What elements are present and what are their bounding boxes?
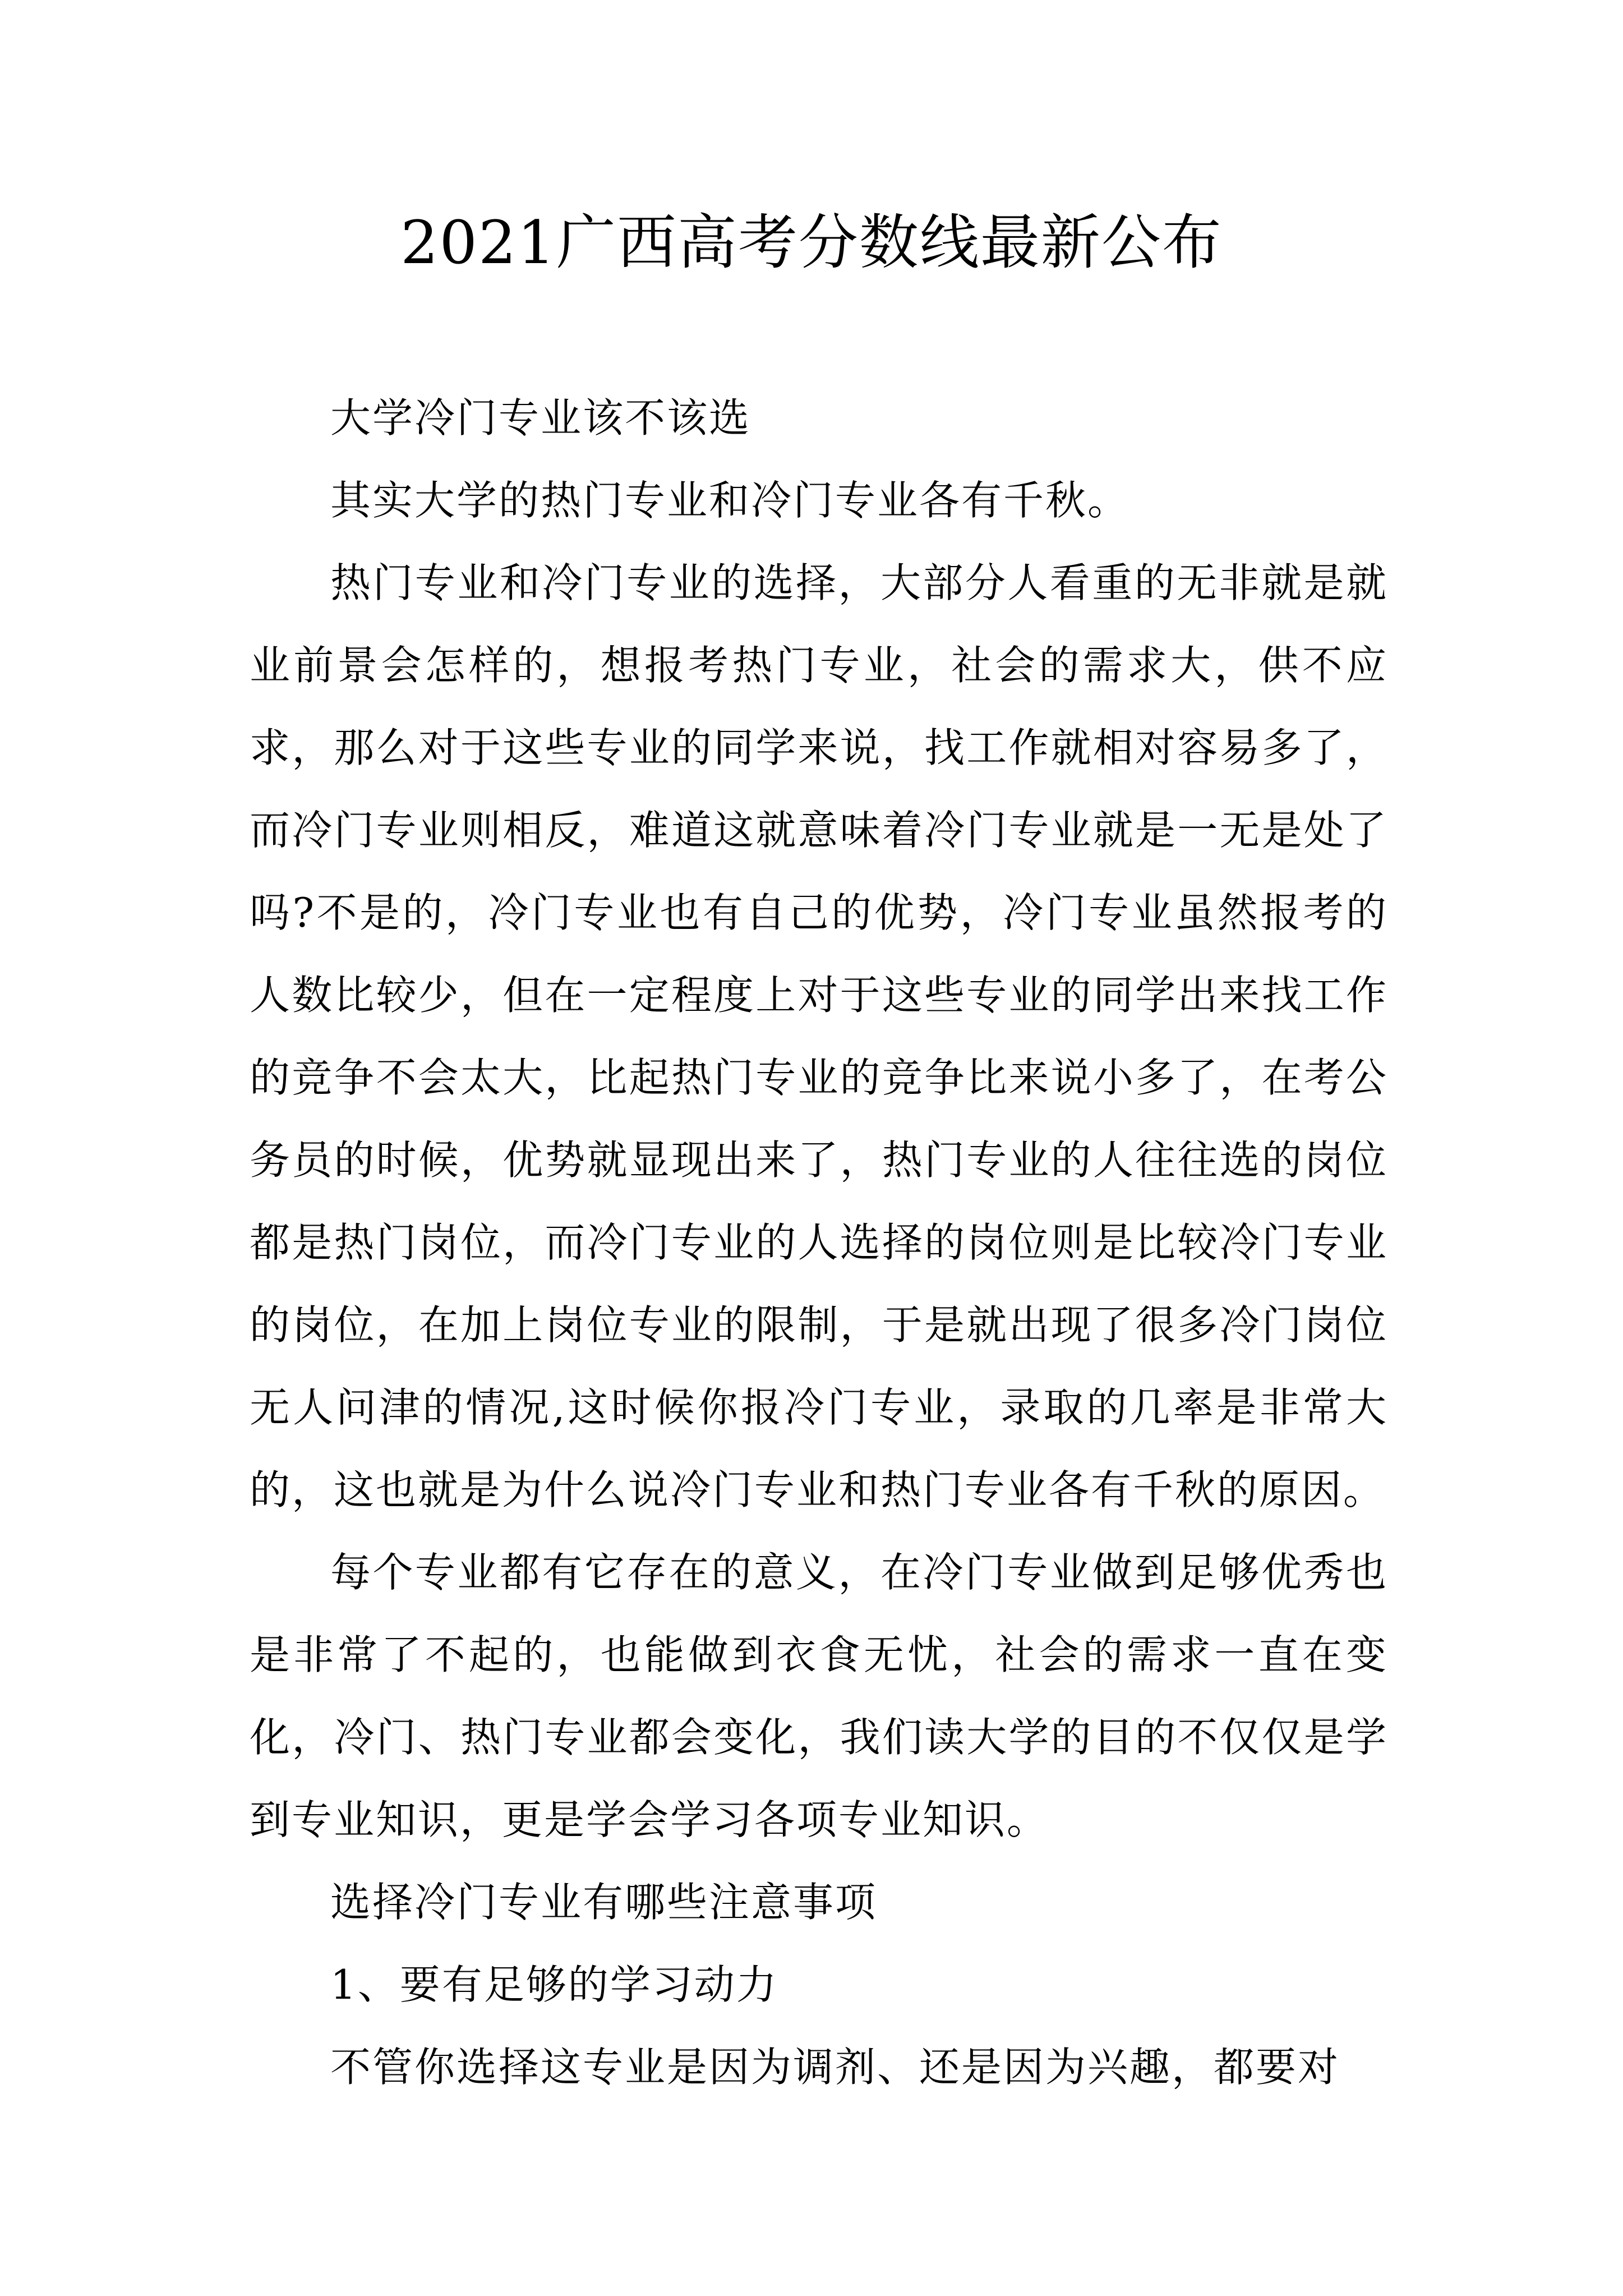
paragraph: 热门专业和冷门专业的选择，大部分人看重的无非就是就业前景会怎样的，想报考热门专业，社会的需求大，供不应求，那么对于这些专业的同学来说，找工作就相对容易多了，而冷门专业则相反，难道这就意味着冷门专业就是一无是处了吗?不是的，冷门专业也有自己的优势，冷门专业虽然报考的人数比较少，但在一定程度上对于这些专业的同学出来找工作的竞争不会太大，比起热门专业的竞争比来说小多了，在考公务员的时候，优势就显现出来了，热门专业的人往往选的岗位都是热门岗位，而冷门专业的人选择的岗位则是比较冷门专业的岗位，在加上岗位专业的限制，于是就出现了很多冷门岗位无人问津的情况,这时候你报冷门专业，录取的几率是非常大的，这也就是为什么说冷门专业和热门专业各有千秋的原因。: [250, 559, 1388, 1513]
paragraph: 1、要有足够的学习动力: [330, 1961, 778, 2008]
paragraph: 不管你选择这专业是因为调剂、还是因为兴趣，都要对: [330, 2044, 1340, 2091]
document-body: [250, 377, 1388, 2109]
document-title: 2021广西高考分数线最新公布: [400, 208, 1223, 277]
paragraph: 大学冷门专业该不该选: [330, 394, 751, 441]
paragraph: 每个专业都有它存在的意义，在冷门专业做到足够优秀也是非常了不起的，也能做到衣食无忧，社会的需求一直在变化，冷门、热门专业都会变化，我们读大学的目的不仅仅是学到专业知识，更是学会学习各项专业知识。: [250, 1549, 1388, 1843]
paragraph: 其实大学的热门专业和冷门专业各有千秋。: [330, 477, 1130, 524]
paragraph: 选择冷门专业有哪些注意事项: [330, 1879, 878, 1926]
